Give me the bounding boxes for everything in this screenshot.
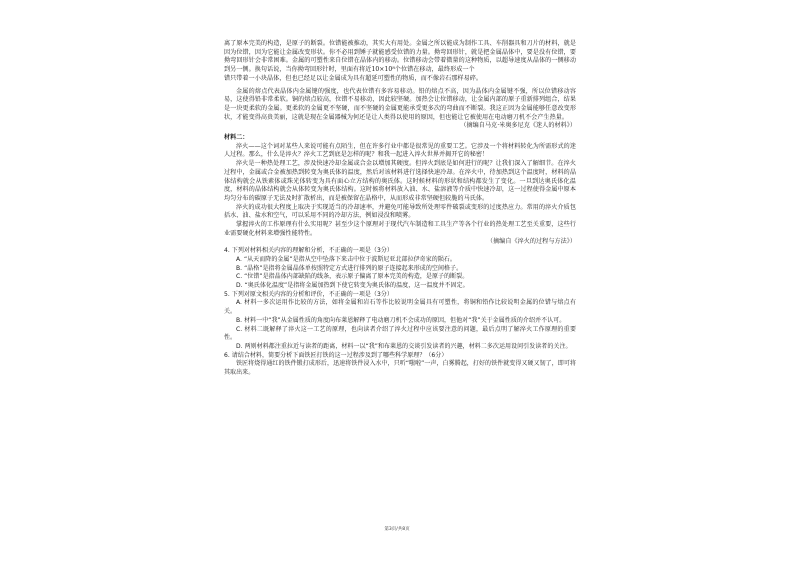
material-one-paragraph-1: 离了原本完美的构造，是原子的断裂。位错能被推动，其实大有用处。金属之所以能成为制作工具、车削器具和刀片的材料，就是因为位错，因为它能让金属改变形状。你不必用到锤子就能感受位错的力量。拗弯回形针，就是把金属晶体中，要是没有位错，要拗弯回形针会非常困难。金属的可塑性来自位错在晶体内的移动。位错移动会带着微量的这种物质，以超导速度从晶体的一侧移动到另一侧。换句话说，当你拗弯回形针时，里面有将近10×10⁸个位错在移动，最终形成一个 <box>224 40 576 74</box>
question-4 <box>224 247 576 291</box>
question-5-option-d: D. 两则材料都注重拉近与读者的距离，材料一以“我”和布莱恩的交谈引发读者的兴趣，材料二多次运用设问引发读者的关注。 <box>236 342 572 350</box>
question-5-option-b: B. 材料一中“我”从金属性质的角度向布莱恩解释了电动磨刀机不会成功的原因，但他对“我”关于金属性质的介绍并不认可。 <box>236 316 566 324</box>
question-4-option-a: A. “从天而降的金属”是指从空中坠落下来击中位于波斯尼亚北部拉伊奇家的陨石。 <box>236 255 456 263</box>
question-5 <box>224 291 576 352</box>
material-one-paragraph-1-end: 错只带着一小块晶体，但也已经足以让金属成为具有超延可塑性的物质，而不像岩石那样易碎。 <box>224 74 483 82</box>
question-5-option-c: C. 材料二既解释了淬火这一工艺的原理，也向读者介绍了淬火过程中应该要注意的问题，最后点明了解淬火工作原理的重要性。 <box>224 325 576 342</box>
page-content <box>224 40 576 378</box>
question-4-option-b: B. “晶格”是指将金属晶体单按照特定方式进行排列的原子连接起来形成的空间格子。 <box>236 264 463 272</box>
material-two-paragraph-1: 淬火——这个词对某些人来说可能有点陌生，但在许多行业中都是很常见的重要工艺。它涉及一个将材料转化为所需形式的迷人过程。那么，什么是淬火？淬火工艺到底是怎样的呢？和我一起进入淬火世界并揭开它的秘密！ <box>224 142 576 159</box>
material-two-heading: 材料二： <box>224 134 249 142</box>
question-6-body: 铁匠将烧得通红的铁件锻打成形后，迅速将铁件浸入水中，只听“嗤啦”一声，白雾腾起，打好的铁件就变得又硬又韧了，即可将其取出来。 <box>224 360 576 377</box>
material-two-paragraph-3: 淬火的成功很大程度上取决于实现适当的冷却速率，并避免可能导致所处理零件破裂或变形的过度热应力。常用的淬火介质包括水、油、盐水和空气，可以采用不同的冷却方法，例如浸没和喷雾。 <box>224 203 576 220</box>
material-one-source: （摘编自马克·米奥多尼克《迷人的材料》） <box>460 122 576 130</box>
page-footer: 第3页/共8页 <box>384 527 410 532</box>
question-5-option-a: A. 材料一多次运用作比较的方法，如将金属和岩石等作比较说明金属具有可塑性，将铜和铅作比较说明金属的位错与熔点有关。 <box>224 299 576 316</box>
question-5-stem: 5. 下列对原文相关内容的分析和评价，不正确的一项是（3分） <box>224 290 393 298</box>
question-4-option-c: C. “位错”是指晶体内部缺陷的线条，表示原子偏离了原本完美的构造，是原子的断裂。 <box>236 273 469 281</box>
question-4-option-d: D. “奥氏体化温度”是指将金属加热到下使它转变为奥氏体的温度，这一温度并不固定。 <box>236 281 469 289</box>
question-6-stem: 6. 请结合材料，简要分析下面铁匠打铁的这一过程涉及到了哪些科学原理？（6分） <box>224 351 448 359</box>
material-two-paragraph-2: 淬火是一种热处理工艺，涉及快速冷却金属或合金以增加其硬度。但淬火到底是如何进行的呢？让我们深入了解细节。在淬火过程中，金属或合金被加热到转变为奥氏体的温度，然后对该材料进行选择快速冷却。在淬火中，待加热到这个温度时，材料的晶体结构就会从铁素体或珠光体转变为具有面心立方结构的奥氏体。这时候材料的形状和结构都发生了变化。一旦到达奥氏体化温度，材料的晶体结构就会从体转变为奥氏体结构。这时候将材料放入油、水、盐溶液等介质中快速冷却，这一过程使得金属中原本均匀分布的碳原子无法及时扩散析出，而是被保留在晶格中，从而形成非常坚硬但较脆的马氏体。 <box>224 160 576 202</box>
material-two-source: （摘编自《淬火的过程与方法》） <box>486 238 576 246</box>
material-one-paragraph-2: 金属的熔点代表晶体内金属键的强度，也代表位错有多容易移动。铅的熔点不高，因为晶体内金属键不强，所以位错移动容易，这使得铅非常柔软。铜的熔点较高，位错不易移动，因此较坚硬。加热会让位错移动，让金属内部的原子重新排列组合，结果是一块更柔软的金属。更柔软的金属更不坚硬，而不坚硬的金属更能承受更多次的弯曲而不断裂。我这正因为金属能够任意改变形状，才能变得高贵美丽，这就是现在金属器械为何还是让人类得以使用的原因，但也能让它被使用在电动磨刀机不会产生热量。 <box>224 87 576 121</box>
material-two-paragraph-4: 掌握淬火的工作原理有什么实用呢？甚至少这个原理对于现代汽车制造和工具生产等各个行业的热处理工艺至关重要，这些行业需要硬化材料来增强性能特性。 <box>224 221 576 237</box>
question-4-stem: 4. 下列对材料相关内容的理解和分析，不正确的一项是（3分） <box>224 247 393 255</box>
question-6 <box>224 352 576 378</box>
